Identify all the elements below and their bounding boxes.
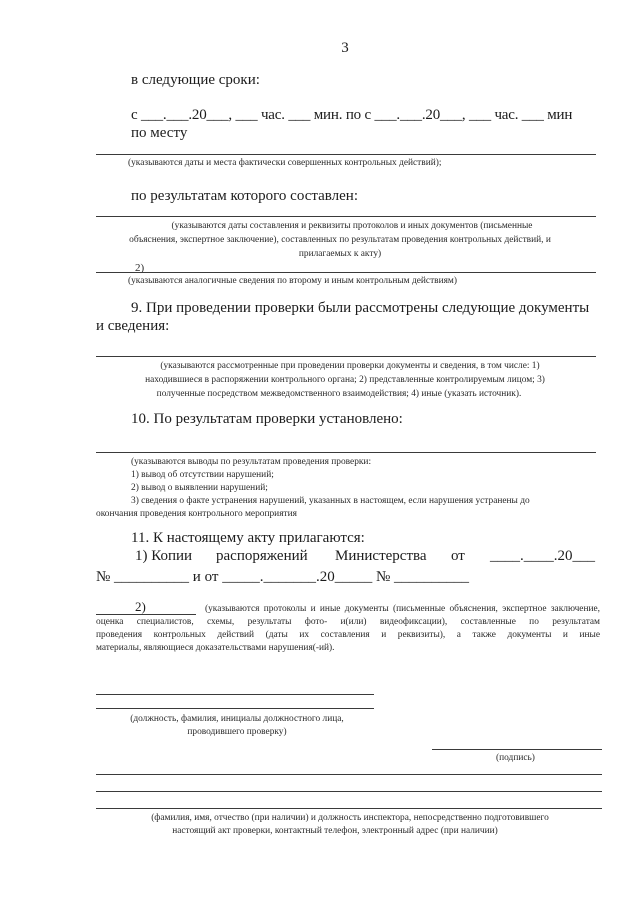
- inspector-note-line: (фамилия, имя, отчество (при наличии) и должность инспектора, непосредственно подготовившего: [151, 813, 549, 823]
- item2-fill-line: [96, 272, 596, 273]
- inspector-note-line: настоящий акт проверки, контактный телефон, электронный адрес (при наличии): [172, 826, 498, 836]
- signature-fill-line: [432, 749, 602, 750]
- position-fill-line: [96, 708, 374, 709]
- section9-title-cont: и сведения:: [96, 318, 170, 334]
- signature-note: (подпись): [496, 753, 535, 763]
- position-fill-line: [96, 694, 374, 695]
- section11-item2-fill-line: [96, 614, 196, 615]
- section10-title: 10. По результатам проверки установлено:: [131, 411, 403, 427]
- inspector-fill-line: [96, 808, 602, 809]
- section11-title: 11. К настоящему акту прилагаются:: [131, 530, 365, 546]
- position-note-line: (должность, фамилия, инициалы должностного лица,: [130, 714, 344, 724]
- position-note-line: проводившего проверку): [187, 727, 287, 737]
- date-range-line: с ___.___.20___, ___ час. ___ мин. по с ___.___.20___, ___ час. ___ мин: [131, 107, 573, 123]
- deadline-heading: в следующие сроки:: [131, 72, 260, 88]
- section10-note-line: 2) вывод о выявлении нарушений;: [131, 483, 268, 493]
- compiled-fill-line: [96, 216, 596, 217]
- section11-item1-date: ____.____.20___: [490, 548, 595, 564]
- section11-item1-copies: 1) Копии: [135, 548, 193, 564]
- section11-item2-note-line: оценка специалистов, схемы, результаты фото- и(или) видеофиксации), составленные по результатам: [96, 617, 600, 627]
- section9-note-line: полученные посредством межведомственного взаимодействия; 4) иные (указать источник).: [156, 389, 522, 399]
- section11-item2-note-line: проведения контрольных действий (даты их составления и реквизиты), а также документы и иные: [96, 630, 600, 640]
- section10-note-line: окончания проведения контрольного мероприятия: [96, 509, 297, 519]
- section9-title: 9. При проведении проверки были рассмотрены следующие документы: [131, 300, 590, 316]
- place-label: по месту: [131, 125, 188, 141]
- section11-item1-numbers: № __________ и от _____._______.20_____ № __________: [96, 569, 470, 585]
- compiled-label: по результатам которого составлен:: [131, 188, 358, 204]
- section9-note-line: (указываются рассмотренные при проведении проверки документы и сведения, в том числе: 1): [160, 361, 540, 371]
- compiled-note-line: (указываются даты составления и реквизиты протоколов и иных документов (письменные: [171, 221, 533, 231]
- section11-item1-orders: распоряжений: [216, 548, 308, 564]
- section10-note-line: 3) сведения о факте устранения нарушений, указанных в настоящем, если нарушения устранены до: [131, 496, 530, 506]
- section10-note-line: (указываются выводы по результатам проведения проверки:: [131, 457, 372, 467]
- section11-item2-marker: 2): [135, 599, 146, 614]
- section11-item2-note-line: (указываются протоколы и иные документы (письменные объяснения, экспертное заключение,: [205, 604, 600, 614]
- section9-note-line: находившиеся в распоряжении контрольного органа; 2) представленные контролируемым лицом; 3): [145, 375, 545, 385]
- place-fill-line: [96, 154, 596, 155]
- item2-marker: 2): [135, 262, 145, 274]
- section11-item2-note-line: материалы, являющиеся доказательствами нарушения(-ий).: [96, 643, 335, 653]
- page-number: 3: [341, 40, 349, 56]
- compiled-note-line: объяснения, экспертное заключение), составленных по результатам проведения контрольных действий, и: [129, 235, 551, 245]
- section9-fill-line: [96, 356, 596, 357]
- section11-item1-from: от: [451, 548, 465, 564]
- place-note: (указываются даты и места фактически совершенных контрольных действий);: [128, 158, 442, 168]
- section10-note-line: 1) вывод об отсутствии нарушений;: [131, 470, 274, 480]
- inspector-fill-line: [96, 774, 602, 775]
- section11-item1-ministry: Министерства: [335, 548, 427, 564]
- compiled-note-line: прилагаемых к акту): [298, 249, 382, 259]
- section10-fill-line: [96, 452, 596, 453]
- inspector-fill-line: [96, 791, 602, 792]
- item2-note: (указываются аналогичные сведения по второму и иным контрольным действиям): [128, 276, 457, 286]
